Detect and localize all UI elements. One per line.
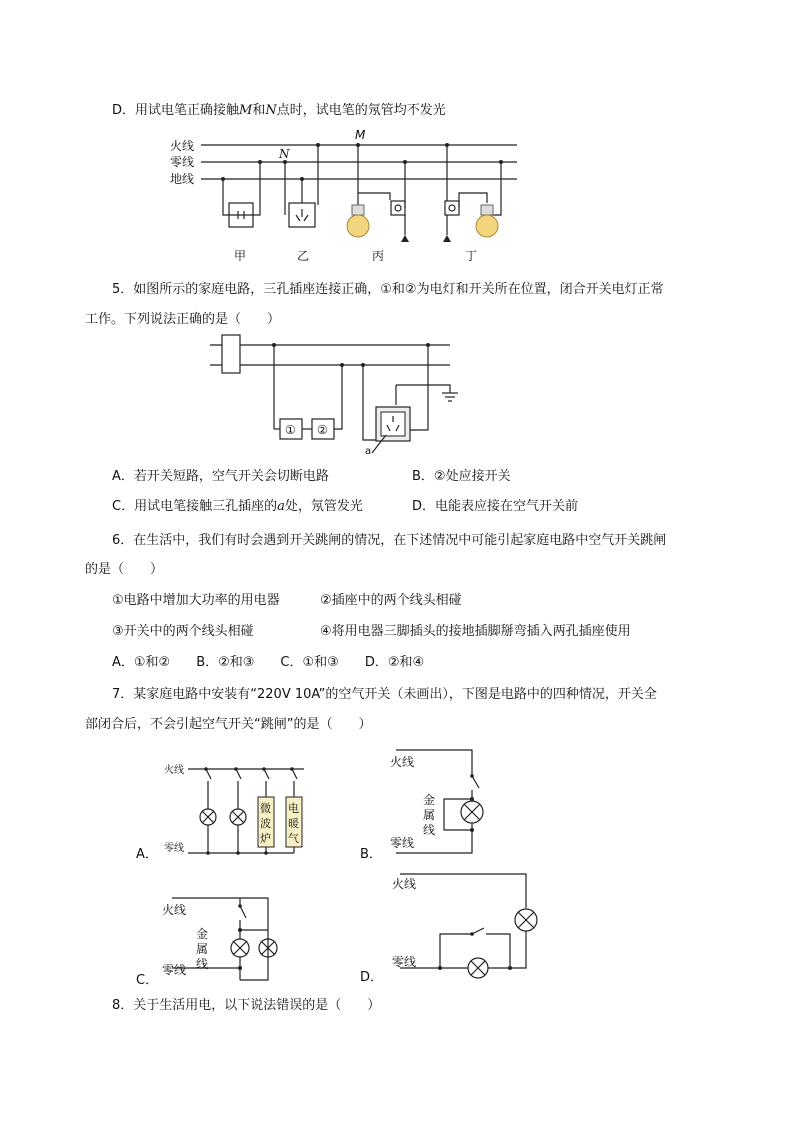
q7-d-neutral-label: 零线: [392, 955, 417, 969]
q7-b-label: B．: [360, 847, 382, 862]
q7-stem-line2: 部闭合后，不会引起空气开关“跳闸”的是（ ）: [85, 717, 372, 732]
q5-option-b: B．②处应接开关: [412, 469, 511, 484]
q7-a-dev1-char2: 波: [260, 817, 271, 830]
q6-stem-line2: 的是（ ）: [85, 562, 164, 577]
q4-switch-bing: [391, 160, 409, 242]
q8-stem: 8．关于生活用电，以下说法错误的是（ ）: [112, 998, 381, 1013]
q7-c-metal-char3: 线: [196, 957, 209, 971]
q5-stem-line2: 工作。下列说法正确的是（ ）: [85, 312, 281, 327]
q4-lamp-ding: [476, 160, 503, 237]
q7-stem-line1: 7．某家庭电路中安装有“220V 10A”的空气开关（未画出），下图是电路中的四种情况，开关全: [112, 687, 657, 702]
q4-earth-label: 地线: [170, 172, 195, 186]
q7-a-live-label: 火线: [164, 765, 184, 776]
q5-option-c-prefix: C．用试电笔接触三孔插座的: [112, 499, 278, 514]
q7-a-branches: [200, 767, 302, 855]
q5-option-d: D．电能表应接在空气开关前: [412, 499, 579, 514]
q7-b-metal-char3: 线: [423, 823, 436, 837]
q6-item-1: ①电路中增加大功率的用电器: [112, 593, 280, 608]
q6-options: A．①和② B．②和③ C．①和③ D．②和④: [112, 655, 425, 670]
q5-option-c-suffix: 处，氖管发光: [284, 499, 363, 514]
q6-stem-line1: 6．在生活中，我们有时会遇到开关跳闸的情况，在下述情况中可能引起家庭电路中空气开关跳闸: [112, 533, 667, 548]
q4-circuit-diagram: [165, 125, 505, 265]
q7-figure-a: [136, 755, 336, 865]
q4-live-label: 火线: [170, 139, 195, 153]
q5-point-a-label: a: [365, 446, 372, 457]
q5-stem-line1: 5．如图所示的家庭电路，三孔插座连接正确，①和②为电灯和开关所在位置，闭合开关电灯正常: [112, 282, 664, 297]
q7-b-neutral-label: 零线: [390, 836, 415, 850]
q5-three-hole-socket: [376, 407, 410, 441]
q4-point-m: M: [239, 103, 253, 118]
q7-a-dev1-char1: 微: [260, 802, 271, 815]
q5-option-c: [112, 498, 363, 516]
q5-circuit-diagram: [210, 335, 470, 455]
q4-label-bing: 丙: [372, 249, 385, 263]
q7-figure-b: [360, 746, 500, 861]
q7-d-live-label: 火线: [392, 877, 417, 891]
q5-box-1-label: ①: [285, 423, 296, 437]
q7-b-live-label: 火线: [390, 755, 415, 769]
q4-label-jia: 甲: [234, 249, 247, 263]
q4-point-m-label: M: [355, 128, 366, 142]
q4-point-n: N: [265, 103, 277, 118]
q7-a-dev1-char3: 炉: [260, 832, 271, 845]
q7-d-label: D．: [360, 970, 384, 985]
q5-option-a: A．若开关短路，空气开关会切断电路: [112, 469, 329, 484]
q4-option-d-suffix: 点时，试电笔的氖管均不发光: [276, 103, 446, 118]
q4-and: 和: [252, 103, 266, 118]
q7-figure-c: [136, 890, 286, 990]
q7-a-dev2-char2: 暖: [288, 817, 299, 830]
q5-meter-box: [222, 335, 240, 373]
q6-item-2: ②插座中的两个线头相碰: [320, 593, 462, 608]
q7-c-live-label: 火线: [162, 903, 187, 917]
q7-figure-d: [360, 868, 540, 983]
q7-a-dev2-char3: 气: [288, 832, 299, 845]
q4-lamp-bing: [347, 143, 390, 237]
q7-a-neutral-label: 零线: [164, 843, 184, 854]
q4-neutral-label: 零线: [170, 155, 195, 169]
q4-option-d: [112, 102, 446, 120]
q7-a-dev2-char1: 电: [288, 802, 299, 815]
q7-b-metal-char2: 属: [423, 808, 436, 822]
q7-b-metal-char1: 金: [423, 793, 436, 807]
q7-c-metal-char2: 属: [196, 942, 209, 956]
q7-c-label: C．: [136, 973, 159, 988]
q6-item-3: ③开关中的两个线头相碰: [112, 624, 254, 639]
q5-box-2-label: ②: [317, 423, 328, 437]
q7-a-label: A．: [136, 847, 158, 862]
q7-c-neutral-label: 零线: [162, 963, 187, 977]
q4-label-ding: 丁: [465, 249, 478, 263]
q5-option-c-a: a: [277, 499, 285, 514]
q6-item-4: ④将用电器三脚插头的接地插脚掰弯插入两孔插座使用: [320, 624, 631, 639]
q4-point-n-label: N: [279, 147, 290, 161]
q7-c-metal-char1: 金: [196, 927, 209, 941]
q4-socket-jia: [221, 160, 262, 227]
q4-option-d-prefix: D．用试电笔正确接触: [112, 103, 240, 118]
q4-label-yi: 乙: [297, 249, 310, 263]
